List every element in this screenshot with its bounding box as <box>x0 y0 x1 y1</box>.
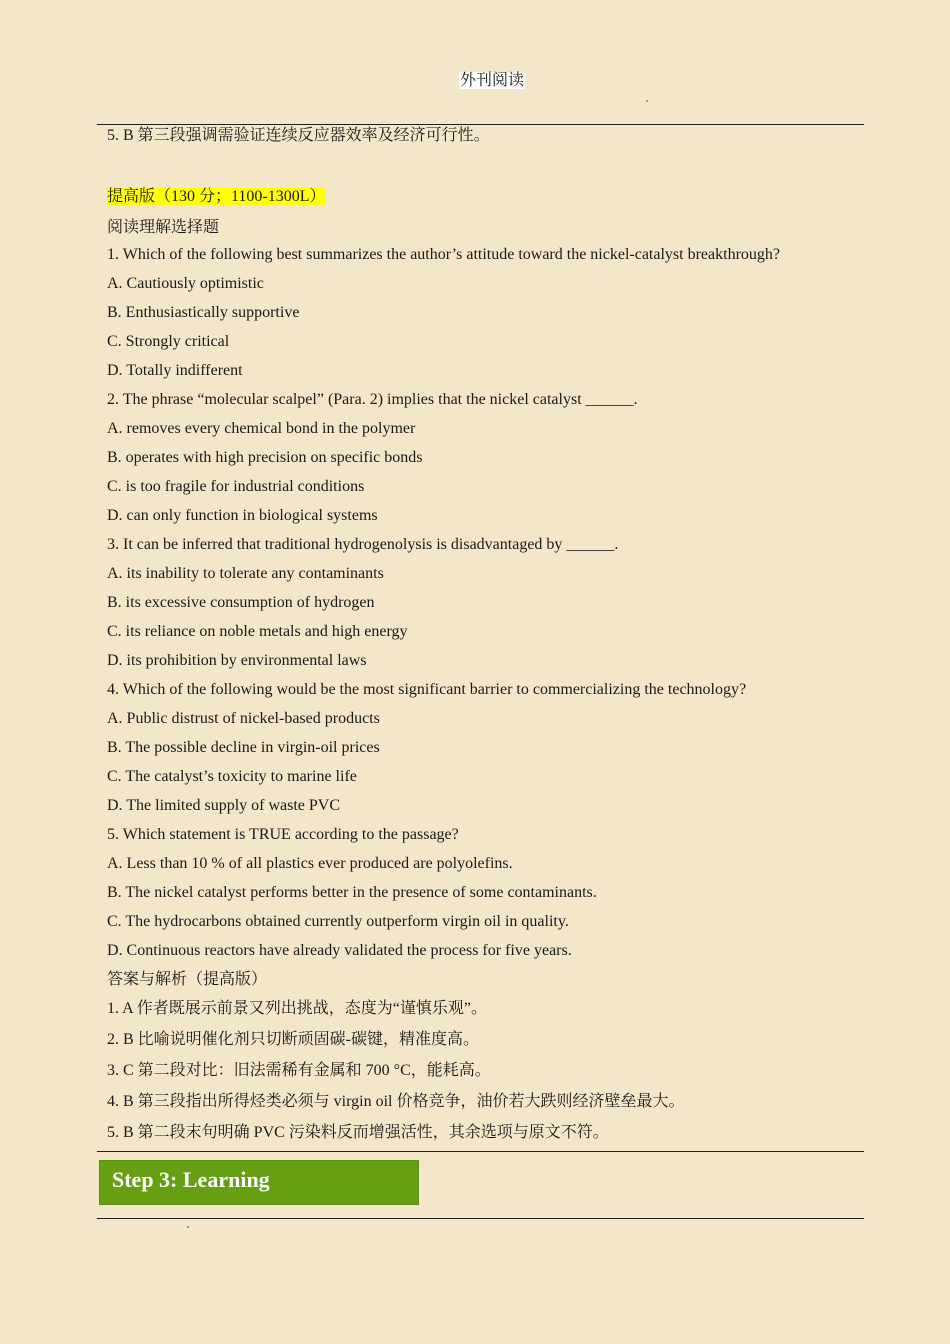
section-divider-top <box>97 1151 864 1152</box>
question-option: D. Totally indifferent <box>107 362 243 379</box>
question-option: D. can only function in biological systems <box>107 507 378 524</box>
answer-line: 1. A 作者既展示前景又列出挑战，态度为“谨慎乐观”。 <box>107 1000 487 1017</box>
question-option: A. its inability to tolerate any contaminants <box>107 565 384 582</box>
question-option: C. its reliance on noble metals and high energy <box>107 623 408 640</box>
question-stem: 3. It can be inferred that traditional hydrogenolysis is disadvantaged by ______. <box>107 536 619 553</box>
question-stem: 4. Which of the following would be the most significant barrier to commercializing the technology? <box>107 681 747 698</box>
answers-label: 答案与解析（提高版） <box>107 971 268 988</box>
question-option: D. The limited supply of waste PVC <box>107 797 341 814</box>
answer-line: 3. C 第二段对比：旧法需稀有金属和 700 °C，能耗高。 <box>107 1062 491 1079</box>
question-option: B. The nickel catalyst performs better in the presence of some contaminants. <box>107 884 597 901</box>
answer-line: 5. B 第二段末句明确 PVC 污染料反而增强活性，其余选项与原文不符。 <box>107 1124 609 1141</box>
previous-answer-line: 5. B 第三段强调需验证连续反应器效率及经济可行性。 <box>107 127 490 144</box>
answer-line: 4. B 第三段指出所得烃类必须与 virgin oil 价格竞争，油价若大跌则经济壁垒最大。 <box>107 1093 685 1110</box>
question-option: A. Cautiously optimistic <box>107 275 264 292</box>
header-title-text: 外刊阅读 <box>459 72 524 89</box>
question-option: B. its excessive consumption of hydrogen <box>107 594 375 611</box>
header-dot <box>646 100 648 102</box>
question-option: B. operates with high precision on specific bonds <box>107 449 423 466</box>
question-option: C. Strongly critical <box>107 333 230 350</box>
question-option: B. Enthusiastically supportive <box>107 304 300 321</box>
question-stem: 2. The phrase “molecular scalpel” (Para. 2) implies that the nickel catalyst ______. <box>107 391 638 408</box>
question-option: C. The catalyst’s toxicity to marine life <box>107 768 357 785</box>
section-divider-bottom <box>97 1218 864 1219</box>
header-rule <box>97 124 864 125</box>
question-stem: 1. Which of the following best summarizes the author’s attitude toward the nickel-catalyst breakthrough? <box>107 246 780 263</box>
answer-line: 2. B 比喻说明催化剂只切断顽固碳-碳键，精准度高。 <box>107 1031 480 1048</box>
task-label: 阅读理解选择题 <box>107 219 220 236</box>
question-option: D. its prohibition by environmental laws <box>107 652 367 669</box>
section-label-highlight: 提高版（130 分；1100-1300L） <box>107 188 326 205</box>
question-option: C. The hydrocarbons obtained currently outperform virgin oil in quality. <box>107 913 569 930</box>
question-option: A. removes every chemical bond in the polymer <box>107 420 416 437</box>
question-option: D. Continuous reactors have already validated the process for five years. <box>107 942 572 959</box>
page-header-title <box>0 67 950 90</box>
step-banner-label: Step 3: Learning <box>112 1167 270 1192</box>
question-stem: 5. Which statement is TRUE according to the passage? <box>107 826 459 843</box>
question-option: A. Less than 10 % of all plastics ever produced are polyolefins. <box>107 855 513 872</box>
question-option: C. is too fragile for industrial conditions <box>107 478 365 495</box>
question-option: B. The possible decline in virgin-oil prices <box>107 739 380 756</box>
step-banner <box>99 1160 419 1205</box>
section-label <box>107 187 326 207</box>
question-option: A. Public distrust of nickel-based products <box>107 710 380 727</box>
footer-dot <box>187 1226 189 1228</box>
